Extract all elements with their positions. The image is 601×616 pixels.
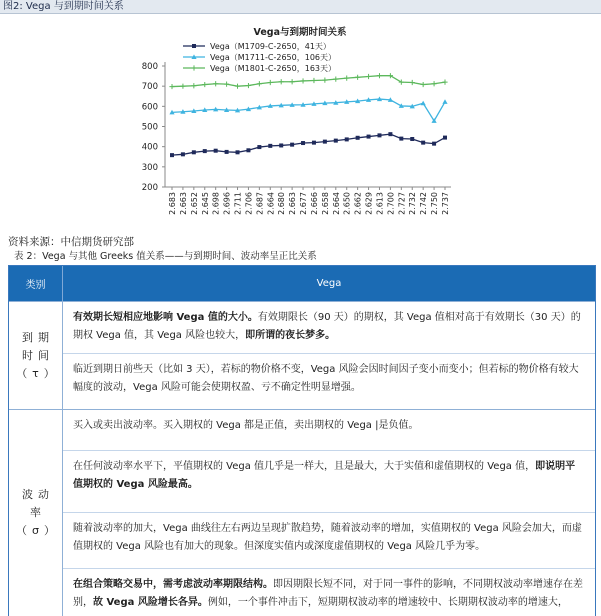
group-volatility bbox=[9, 409, 595, 616]
series-1-point bbox=[290, 143, 294, 147]
series-1-point bbox=[170, 153, 174, 157]
row-text: 随着波动率的加大，Vega 曲线往左右两边呈现扩散趋势，随着波动率的增加，实值期权的 Vega 风险会加大，而虚值期权的 Vega 风险也有加大的现象。但深度实值内或深度虚值期权的 Vega 风险几乎为零。 bbox=[73, 523, 582, 552]
legend-marker bbox=[191, 65, 196, 70]
x-tick-label: 2.727 bbox=[397, 192, 407, 215]
x-tick-label: 2.666 bbox=[309, 192, 319, 215]
series-3-point bbox=[311, 78, 316, 83]
series-1-point bbox=[279, 143, 283, 147]
series-3-point bbox=[333, 77, 338, 82]
table-row bbox=[63, 450, 595, 512]
table-header-row bbox=[9, 266, 595, 301]
series-2-line bbox=[172, 99, 445, 121]
table-row bbox=[63, 568, 595, 616]
series-1-point bbox=[268, 144, 272, 148]
row-text: 买入或卖出波动率。买入期权的 Vega 都是正值，卖出期权的 Vega |是负值。 bbox=[73, 420, 419, 431]
series-3-point bbox=[322, 78, 327, 83]
series-3-point bbox=[355, 75, 360, 80]
x-tick-label: 2.629 bbox=[364, 192, 374, 215]
x-tick-label: 2.664 bbox=[331, 192, 341, 215]
series-1-point bbox=[443, 136, 447, 140]
series-1-point bbox=[410, 137, 414, 141]
series-1-point bbox=[334, 139, 338, 143]
x-tick-label: 2.645 bbox=[200, 192, 210, 215]
series-1-point bbox=[192, 150, 196, 154]
series-3-point bbox=[169, 84, 174, 89]
table-caption: 表 2：Vega 与其他 Greeks 值关系——与到期时间、波动率呈正比关系 bbox=[14, 251, 317, 262]
row-text: 即因期限长短不同，对于同一事件的影响，不同期权波动率增速存在差别， bbox=[73, 579, 583, 608]
series-3-point bbox=[300, 78, 305, 83]
x-tick-label: 2.658 bbox=[320, 192, 330, 215]
x-tick-label: 2.662 bbox=[353, 192, 363, 215]
category-cell-volatility bbox=[9, 410, 63, 616]
x-tick-label: 2.663 bbox=[288, 192, 298, 215]
legend-label-3: Vega（M1801-C-2650，163天） bbox=[210, 64, 337, 73]
legend-marker bbox=[192, 44, 196, 48]
table-row bbox=[63, 512, 595, 568]
x-tick-label: 2.663 bbox=[178, 192, 188, 215]
category-label-time: 到期时间（τ） bbox=[16, 330, 60, 380]
table-row bbox=[63, 410, 595, 450]
series-1-point bbox=[432, 142, 436, 146]
source-note: 资料来源：中信期货研究部 bbox=[8, 236, 134, 248]
series-3-point bbox=[246, 83, 251, 88]
series-1-point bbox=[214, 149, 218, 153]
y-tick-label: 600 bbox=[141, 102, 158, 113]
table-row bbox=[63, 302, 595, 353]
series-1-line bbox=[172, 134, 445, 155]
series-1-point bbox=[203, 149, 207, 153]
series-3-point bbox=[290, 79, 295, 84]
x-tick-label: 2.737 bbox=[441, 192, 450, 215]
series-1-point bbox=[225, 150, 229, 154]
series-3-point bbox=[442, 80, 447, 85]
series-3-point bbox=[431, 81, 436, 86]
x-tick-label: 2.750 bbox=[430, 192, 440, 215]
x-tick-label: 2.706 bbox=[244, 192, 254, 215]
x-tick-label: 2.613 bbox=[375, 192, 385, 215]
x-tick-label: 2.650 bbox=[342, 192, 352, 215]
group-rows bbox=[63, 410, 595, 616]
y-tick-label: 700 bbox=[141, 82, 158, 93]
series-1-point bbox=[367, 135, 371, 139]
series-1-point bbox=[246, 148, 250, 152]
x-tick-label: 2.683 bbox=[168, 192, 177, 215]
series-1-point bbox=[312, 141, 316, 145]
y-tick-label: 200 bbox=[141, 183, 158, 193]
x-tick-label: 2.652 bbox=[189, 192, 199, 215]
row-text-bold: 故 Vega 风险增长各异。 bbox=[93, 597, 208, 608]
category-label-volatility: 波动率（σ） bbox=[16, 488, 60, 537]
series-3-point bbox=[421, 82, 426, 87]
x-tick-label: 2.711 bbox=[233, 192, 243, 215]
series-3-point bbox=[279, 79, 284, 84]
x-tick-label: 2.698 bbox=[211, 192, 221, 215]
series-1-point bbox=[421, 141, 425, 145]
series-1-point bbox=[388, 132, 392, 136]
series-3-point bbox=[213, 81, 218, 86]
row-text-bold: 即所谓的夜长梦多。 bbox=[245, 330, 336, 341]
legend-label-1: Vega（M1709-C-2650，41天） bbox=[210, 42, 331, 51]
greeks-table bbox=[8, 265, 596, 616]
x-tick-label: 2.742 bbox=[419, 192, 429, 215]
series-3-point bbox=[410, 80, 415, 85]
vega-line-chart bbox=[0, 14, 601, 234]
row-text-bold: 即说明平值期权的 Vega 风险最高。 bbox=[73, 461, 576, 490]
series-3-point bbox=[235, 84, 240, 89]
series-2-point bbox=[421, 101, 426, 106]
x-tick-label: 2.732 bbox=[408, 192, 418, 215]
category-cell-time bbox=[9, 302, 63, 409]
x-tick-label: 2.677 bbox=[299, 192, 309, 215]
x-tick-label: 2.696 bbox=[222, 192, 232, 215]
x-tick-label: 2.700 bbox=[386, 192, 396, 215]
x-tick-label: 2.680 bbox=[277, 192, 287, 215]
series-3-point bbox=[366, 74, 371, 79]
group-rows bbox=[63, 302, 595, 409]
x-tick-label: 2.687 bbox=[255, 192, 265, 215]
x-tick-label: 2.664 bbox=[266, 192, 276, 215]
series-1-point bbox=[377, 133, 381, 137]
header-category: 类别 bbox=[9, 266, 63, 301]
row-text: 有效期限长（90 天）的期权，其 Vega 值相对高于有效期长（30 天）的期权 Vega 值，其 Vega 风险也较大， bbox=[73, 312, 581, 341]
series-3-point bbox=[191, 83, 196, 88]
series-3-point bbox=[344, 76, 349, 81]
series-1-point bbox=[301, 141, 305, 145]
row-text: 临近到期日前些天（比如 3 天），若标的物价格不变，Vega 风险会因时间因子变小而变小；但若标的物价格有较大幅度的波动，Vega 风险可能会使期权盈、亏不确定性明显增强。 bbox=[73, 364, 579, 393]
series-1-point bbox=[345, 137, 349, 141]
series-1-point bbox=[356, 136, 360, 140]
series-3-point bbox=[224, 82, 229, 87]
figure-header: 图2: Vega 与到期时间关系 bbox=[0, 0, 601, 14]
group-time-to-expiry bbox=[9, 301, 595, 409]
series-1-point bbox=[257, 145, 261, 149]
series-1-point bbox=[399, 137, 403, 141]
table-row bbox=[63, 353, 595, 409]
row-text-bold: 在组合策略交易中，需考虑波动率期限结构。 bbox=[73, 579, 273, 590]
series-3-line bbox=[172, 76, 445, 87]
series-3-point bbox=[257, 81, 262, 86]
series-3-point bbox=[202, 82, 207, 87]
row-text: 在任何波动率水平下，平值期权的 Vega 值几乎是一样大，且是最大，大于实值和虚值期权的 Vega 值， bbox=[73, 461, 536, 472]
series-2-point bbox=[442, 99, 447, 104]
series-1-point bbox=[236, 150, 240, 154]
series-3-point bbox=[377, 73, 382, 78]
y-tick-label: 400 bbox=[141, 142, 158, 153]
series-1-point bbox=[181, 152, 185, 156]
y-tick-label: 500 bbox=[141, 122, 158, 133]
header-vega: Vega bbox=[316, 278, 342, 289]
row-text: 例如，一个事件冲击下，短期期权波动率的增速较中、长期期权波动率的增速大， bbox=[207, 597, 568, 608]
y-tick-label: 800 bbox=[141, 62, 158, 72]
series-3-point bbox=[268, 80, 273, 85]
legend-label-2: Vega（M1711-C-2650，106天） bbox=[210, 53, 337, 62]
chart-title: Vega与到期时间关系 bbox=[253, 27, 347, 38]
series-3-point bbox=[180, 84, 185, 89]
row-text-bold: 有效期长短相应地影响 Vega 值的大小。 bbox=[73, 312, 258, 323]
y-tick-label: 300 bbox=[141, 162, 158, 173]
series-1-point bbox=[323, 140, 327, 144]
